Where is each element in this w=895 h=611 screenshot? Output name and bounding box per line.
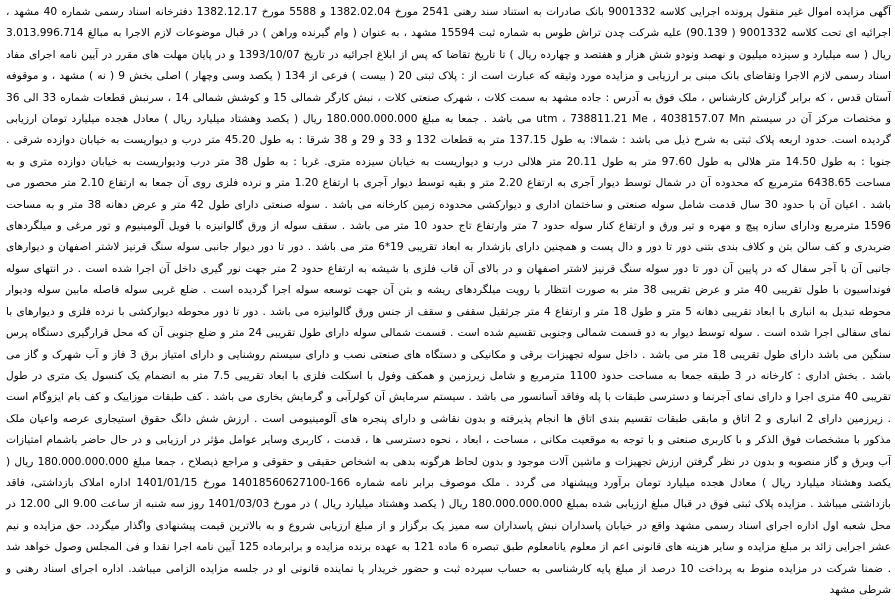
auction-notice-text: آگهی مزایده اموال غیر منقول پرونده اجرایی کلاسه 9001332 بانک صادرات به استناد سند رهنی 2541 مورخ 1382.02.04 و 5588 مورخ 1382.12.17 دفترخانه اسناد رسمی شماره 40 مشهد ، اجرائیه ای تحت کلاسه 9001332 ( 90.139) علیه شرکت چدن تراش طوس به شماره ثبت 15594 مشهد ، به عنوان ( وام گیرنده وراهن ) در قبال موضوعات لازم الاجرا به مبالغ 3.013.996.714 ریال ( سه میلیارد و سیزده میلیون و نهصد ونودو شش هزار و هفتصد و چهارده ریال ) تا تاریخ تقاضا که پس از ابلاغ اجرائیه در تاریخ 1393/10/07 و در پایان مهلت های مقرر در آیین نامه اجرای مفاد اسناد رسمی لازم الاجرا وتقاضای بانک مبنی بر ارزیابی و مزایده مورد وثیقه که عبارت است از : پلاک ثبتی 20 ( بیست ) فرعی از 134 ( یکصد وسی وچهار ) اصلی بخش 9 ( نه ) مشهد ، و موقوفه آستان قدس ، که برابر گزارش کارشناس ، ملک فوق به آدرس : جاده مشهد به سمت کلات ، شهرک صنعتی کلات ، نبش کارگر شمالی 15 و کوشش شمالی 14 ، سرنبش قطعات شماره 33 الی 36 و مختصات مرکز آن در سیستم utm ، 738811.21 Me ، 4038157.07 Mn می باشد . جمعا به مبلغ 180.000.000.000 ریال ( یکصد وهشتاد میلیارد ریال ) معادل هجده میلیارد تومان ارزیابی گردیده است. حدود اربعه پلاک ثبتی به شرح ذیل می باشد : شمالا: به طول 137.15 متر به قطعات 132 و 33 و 29 و 38 شرقا : به طول 45.20 متر درب و دیواریست به خیابان دوازده شرقی . جنوبا : به طول 14.50 متر هلالی به طول 97.60 متر به طول 20.11 متر هلالی درب و دیواریست به خیابان سیزده متری. غربا : به طول 38 متر درب ودیواریست به خیابان دوازده متری و به مساحت 6438.65 مترمربع که محدوده آن در شمال توسط دیوار آجری به ارتفاع 2.20 متر و بقیه توسط دیوار آجری با ارتفاع 1.20 متر و نرده فلزی روی آن جمعا به ارتفاع 2.10 متر محصور می باشد . اعیان آن با حدود 30 سال قدمت شامل سوله صنعتی و ساختمان اداری و دیوارکشی محدوده زمین کارخانه می باشد . سوله صنعتی دارای طول 42 متر و عرض دهانه 38 متر و به مساحت 1596 مترمربع ودارای سازه پیچ و مهره و تیر ورق و ارتفاع کنار سوله حدود 7 متر وارتفاع تاج حدود 10 متر می باشد . سقف سوله از ورق گالوانیزه با فویل آلومینیوم و تور مرغی و میلگردهای ضربدری و کف سالن بتن و کلاف بندی بتنی دور تا دور و دال پست و همچنین دارای بازشدار به ابعاد تقریبی 19*6 متر می باشد . دور تا دور دیوار جانبی سوله سنگ قرنیز لاشتر اصفهان و دیوارهای جانبی آن با آجر سفال که در پایین آن دور تا دور سوله سنگ قرنیز لاشتر اصفهان و در بالای آن قاب فلزی با شیشه به ارتفاع حدود 2 متر جهت نور گیری داخل آن اجرا شده است . در انتهای سوله فونداسیون با طول تقریبی 40 متر و عرض تقریبی 38 متر به صورت انتظار با رویت میلگردهای ریشه و بتن آن جهت توسعه سوله اجرا گردیده است . ضلع غربی سوله فاصله مابین سوله ودیوار محوطه تبدیل به انباری با ابعاد تقریبی دهانه 5 متر و طول 18 متر و ارتفاع 4 متر جرثقیل سقفی و سقف از جنس ورق گالوانیزه می باشد . دور تا دور محوطه دیوارکشی با نرده فلزی و دیوارهای با نمای سفالی اجرا شده است . سوله توسط دیوار به دو قسمت شمالی وجنوبی تقسیم شده است . قسمت شمالی سوله دارای طول تقریبی 24 متر و ضلع جنوبی آن که محل قرارگیری دستگاه پرس سنگین می باشد دارای طول تقریبی 18 متر می باشد . داخل سوله تجهیزات برقی و مکانیکی و دستگاه های صنعتی نصب و دارای سیستم روشنایی و دارای امتیاز برق 3 فاز و آب شهرک و گاز می باشد . بخش اداری : کارخانه در 3 طبقه جمعا به مساحت حدود 1100 مترمربع و شامل زیرزمین و همکف وفول با اسکلت فلزی با ابعاد تقریبی 7.5 متر به انضمام یک کنسول یک متری در طول تقریبی 40 متری اجرا و دارای نمای آجرنما و دسترسی طبقات با پله وفاقد آسانسور می باشد . سیستم سرمایش آن کولرآبی و گرمایش بخاری می باشد . کف طبقات موزاییک و کف بام ایزوگام است . زیرزمین دارای 2 انباری و 2 اتاق و مابقی طبقات تقسیم بندی اتاق ها انجام پذیرفته و بدون نقاشی و دارای پنجره های آلومینیومی است . ارزش شش دانگ حقوق استیجاری عرصه واعیان ملک مذکور با مشخصات فوق الذکر و با کاربری صنعتی و با توجه به موقعیت مکانی ، مساحت ، ابعاد ، نحوه دسترسی ها ، قدمت ، کاربری وسایر عوامل مؤثر در ارزیابی و در حال حاضر باشمام امتیازات آب وبرق و گاز منصوبه و بدون در نظر گرفتن ارزش تجهیزات و ماشین آلات موجود و بدون لحاظ هرگونه بدهی به اشخاص حقیقی و حقوقی و مراجع ذیصلاح ، جمعا مبلغ 180.000.000.000 ریال ( یکصد وهشتاد میلیارد ریال ) معادل هجده میلیارد تومان برآورد وپیشنهاد می گردد . ملک موصوف برابر نامه شماره 166-14018560627100 مورخ 1401/01/15 اداره املاک بازداشتی، فاقد بازداشتی میباشد . مزایده پلاک ثبتی فوق در قبال مبلغ ارزیابی شده بمبلغ 180.000.000.000 ریال ( یکصد وهشتاد میلیارد ریال ) در مورخ 1401/03/03 روز سه شنبه از ساعت 9.00 الی 12.00 در محل شعبه اول اداره اجرای اسناد رسمی مشهد واقع در خیابان پاسداران نبش پاسداران سه ممیز یک برگزار و از مبلغ ارزیابی شروع و به بالاترین قیمت پیشنهادی واگذار میگردد. حق مزایده و نیم عشر اجرایی زائد بر مبلغ مزایده و سایر هزینه های قانونی اعم از معلوم یانامعلوم طبق تبصره 6 ماده 121 به عهده برنده مزایده و برابرماده 125 آیین نامه اجرا نقدا و فی المجلس وصول خواهد شد . ضمنا شرکت در مزایده منوط به پرداخت 10 درصد از مبلغ پایه کارشناسی به حساب سپرده ثبت و حضور خریدار یا نماینده قانونی او در جلسه مزایده الزامی میباشد. اداره اجرای اسناد رهنی و شرطی مشهد (6, 6, 892, 596)
